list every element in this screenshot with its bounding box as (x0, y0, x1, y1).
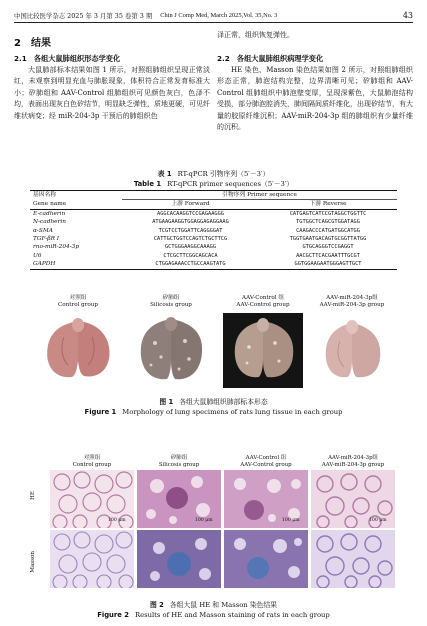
fig2-col-en: Control group (72, 461, 112, 468)
figure-2-caption-en (14, 611, 413, 619)
table-caption-cn (14, 168, 413, 178)
gene-name: rno-miR-204-3p (33, 244, 80, 251)
fig1-label-aav-control (223, 295, 303, 309)
fig2-col-silicosis (137, 455, 221, 468)
gene-name: α-SMA (33, 227, 53, 234)
table-label-cn: 表 1 (157, 170, 172, 178)
col-reverse: 下游 Reverse (259, 200, 397, 209)
reverse-primer: CAAGACCCATGATGGCATGG (296, 227, 360, 234)
reverse-primer: CATGAGTCATCCGTAGGCTGGTTC (289, 210, 367, 217)
figure-2 (30, 455, 397, 598)
fig1-label-silicosis (131, 295, 211, 309)
reverse-primer: GTGCAGGGTCCGAGGT (302, 244, 354, 251)
fig2-col-cn: 矽肺组 (170, 455, 188, 461)
fig2-col-cn: AAV-miR-204-3p组 (328, 455, 378, 461)
gene-name: E-cadherin (33, 210, 66, 217)
row-label-masson: Masson (30, 551, 36, 573)
figure-1 (30, 295, 397, 445)
table-row (30, 218, 397, 226)
fig2-col-control (50, 455, 134, 468)
masson-image-aav-mir (311, 530, 395, 588)
fig1-label-en: Silicosis group (150, 302, 192, 308)
fig2-col-en: AAV-miR-204-3p group (321, 461, 385, 468)
table-caption-en (14, 178, 413, 188)
primer-table (30, 190, 397, 270)
paragraph-continuation: 泽正常，组织恢复弹性。 (217, 31, 294, 39)
col-gene-en: Gene name (30, 200, 122, 209)
masson-image-aav-control (224, 530, 308, 588)
fig2-col-aav-control (224, 455, 308, 468)
journal-title-cn: 中国比较医学杂志 2025 年 3 月第 35 卷第 3 期 (14, 11, 153, 20)
gene-name: GAPDH (30, 260, 122, 269)
scale-bar-label: 100 μm (369, 518, 387, 523)
figure-2-title-cn: 各组大鼠 HE 和 Masson 染色结果 (169, 601, 278, 609)
section-title: 2 结果 (14, 38, 51, 49)
col-forward: 上游 Forward (122, 200, 259, 209)
figure-1-title-cn: 各组大鼠肺组织肺部标本形态 (179, 398, 268, 406)
reverse-primer: GGTGGAAGAATGGGAGTTGCT (259, 260, 397, 269)
figure-1-label-cn: 图 1 (159, 398, 174, 406)
table-label-en: Table 1 (133, 180, 162, 188)
table-title-en: RT-qPCR primer sequences（5′－3′） (167, 180, 294, 188)
scale-bar-label: 100 μm (108, 518, 126, 523)
table-title-cn: RT-qPCR 引物序列（5′－3′） (177, 170, 270, 178)
forward-primer: AGGCACAAGGTCCGAGAAGGG (157, 210, 224, 217)
subsection-title-2-1: 2.1 各组大鼠肺组织形态学变化 (14, 54, 121, 63)
fig1-label-cn: 矽肺组 (162, 295, 180, 301)
header-rule (14, 22, 413, 23)
table-row (30, 260, 397, 269)
gene-name: TGF-βR I (33, 236, 60, 243)
fig1-label-aav-mir (312, 295, 392, 309)
table-row (30, 235, 397, 243)
figure-2-caption-cn (14, 599, 413, 609)
paragraph-2-2: HE 染色、Masson 染色结果如图 2 所示，对照组肺组织形态正常，肺泡结构完整，边界清晰可见；矽肺组和 AAV-Control 组肺组织中肺泡壁变厚，呈现深紫色，大鼠肺泡结构受损，部分肺泡腔消失，肺间隔间质纤维化，出现矽结节，有大量的胶原纤维沉积；AAV-miR-204-3p 组的肺组织有少量纤维的沉积。 (217, 66, 413, 132)
figure-1-title-en: Morphology of lung specimens of rats lung tissue in each group (122, 408, 343, 416)
left-column (14, 30, 210, 135)
figure-1-caption-cn (14, 396, 413, 406)
row-label-he: HE (30, 491, 36, 500)
reverse-primer: AACGCTTCACGAATTTGCGT (296, 252, 360, 259)
figure-2-label-en: Figure 2 (97, 611, 129, 619)
scale-bar-label: 100 μm (282, 518, 300, 523)
lung-photo-aav-mir (312, 313, 392, 388)
forward-primer: CTGGAGAAACCTGCCAAGTATG (122, 260, 259, 269)
table-row (30, 252, 397, 260)
fig2-col-aav-mir (311, 455, 395, 468)
figure-2-title-en: Results of HE and Masson staining of rats in each group (134, 611, 330, 619)
right-column (217, 30, 413, 150)
fig2-col-cn: 对照组 (83, 455, 101, 461)
forward-primer: TCGTCCTGGATTCAGGGGAT (158, 227, 223, 234)
fig1-label-en: AAV-miR-204-3p group (319, 302, 385, 308)
running-header (14, 9, 413, 21)
subsection-title-2-2: 2.2 各组大鼠肺组织病理学变化 (217, 54, 324, 63)
table-row (30, 243, 397, 251)
journal-title-en: Chin J Comp Med, March 2025,Vol. 35,No. 3 (160, 11, 278, 19)
page-number: 43 (402, 10, 413, 20)
fig2-col-en: AAV-Control group (240, 461, 292, 468)
reverse-primer: TGTGGCTCAGCGTGGATAGG (296, 219, 360, 226)
reverse-primer: TGGTGAATGACAGTGCGGTTATGG (289, 236, 367, 243)
fig2-col-cn: AAV-Control 组 (245, 455, 287, 461)
fig1-label-en: Control group (58, 302, 98, 308)
forward-primer: CATTGCTGGTCCAGTCTGCTTCG (153, 236, 228, 243)
gene-name: U6 (33, 252, 42, 259)
forward-primer: ATGAAGAAGGTGGAGGAGAGGAAG (152, 219, 229, 226)
forward-primer: GCTGGGAAGGCAAAGG (164, 244, 217, 251)
lung-photo-silicosis (131, 313, 211, 388)
col-gene-cn: 基因名称 (30, 191, 122, 200)
forward-primer: CTCGCTTCGGCAGCACA (163, 252, 218, 259)
lung-photo-control (38, 313, 118, 388)
paragraph-2-1: 大鼠肺部标本结果如图 1 所示，对照组肺组织呈现正常淡红，未观察到明显充血与肺胀现象，体积符合正常发育标准大小；矽肺组和 AAV-Control 组肺组织可见颜色灰白，色泽不均，表面出现灰白色矽结节，明显缺乏弹性，质地更硬，可见纤维状病变；经 miR-204-3p 干预后的肺组织色 (14, 66, 210, 120)
fig1-label-cn: AAV-miR-204-3p组 (326, 295, 378, 301)
fig1-label-en: AAV-Control group (236, 302, 290, 308)
lung-photo-aav-control (223, 313, 303, 388)
masson-image-control (50, 530, 134, 588)
scale-bar-label: 100 μm (195, 518, 213, 523)
col-primer-sequence: 引物序列 Primer sequence (122, 191, 397, 200)
fig1-label-cn: 对照组 (69, 295, 87, 301)
table-row (30, 209, 397, 218)
figure-1-caption-en (14, 408, 413, 416)
fig1-label-control (38, 295, 118, 309)
table-row (30, 227, 397, 235)
figure-1-label-en: Figure 1 (84, 408, 117, 416)
fig2-col-en: Silicosis group (158, 461, 200, 468)
gene-name: N-cadherin (33, 219, 66, 226)
masson-image-silicosis (137, 530, 221, 588)
figure-2-label-cn: 图 2 (149, 601, 164, 609)
fig1-label-cn: AAV-Control 组 (242, 295, 284, 301)
